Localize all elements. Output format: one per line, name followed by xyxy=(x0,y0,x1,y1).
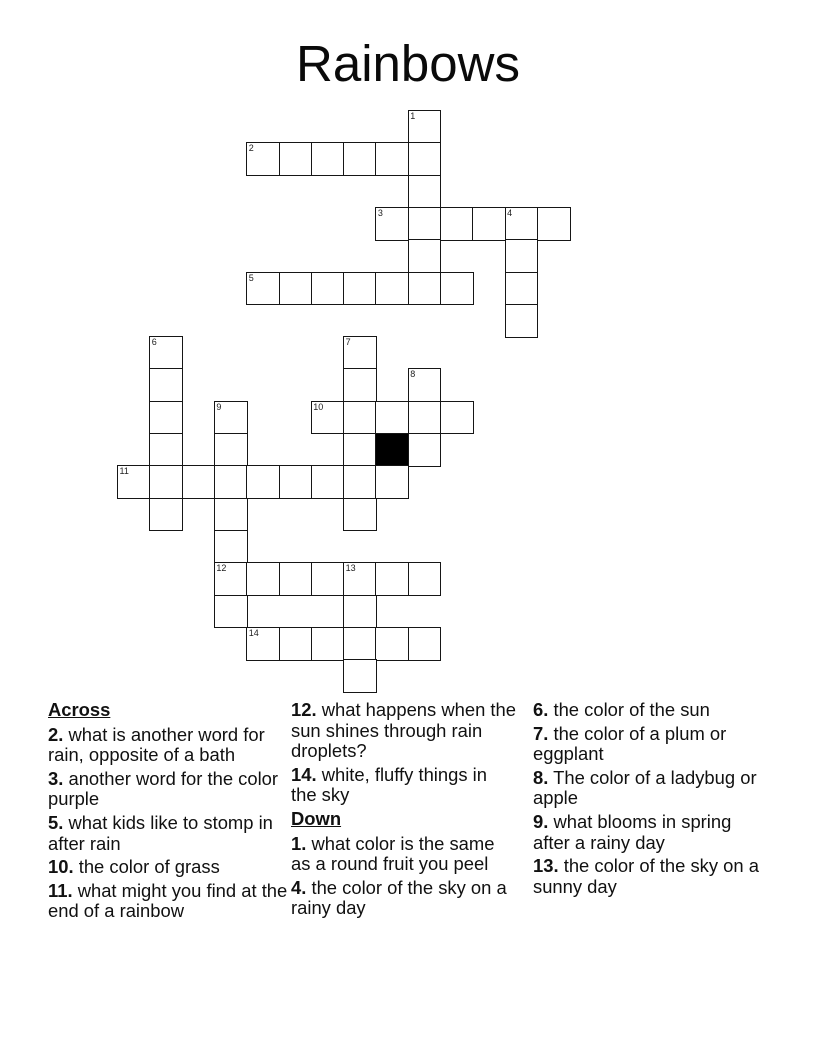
clue-across-12 xyxy=(291,700,516,762)
cell-number: 12 xyxy=(216,563,227,574)
cell-number: 14 xyxy=(248,627,259,638)
grid-cell[interactable] xyxy=(311,627,345,661)
clue-text: the color of a plum or eggplant xyxy=(533,722,727,765)
grid-cell[interactable] xyxy=(343,336,377,370)
grid-cell[interactable] xyxy=(408,627,442,661)
grid-cell[interactable] xyxy=(408,272,442,306)
grid-cell[interactable] xyxy=(375,142,409,176)
clue-number: 1. xyxy=(291,832,307,854)
grid-cell[interactable] xyxy=(408,207,442,241)
grid-cell[interactable] xyxy=(214,530,248,564)
grid-cell[interactable] xyxy=(375,627,409,661)
cell-number: 2 xyxy=(248,143,254,154)
grid-cell[interactable] xyxy=(279,142,313,176)
clue-down-6 xyxy=(533,700,763,721)
grid-cell[interactable] xyxy=(279,465,313,499)
clue-text: what blooms in spring after a rainy day xyxy=(533,810,732,853)
clue-number: 4. xyxy=(291,876,307,898)
grid-cell[interactable] xyxy=(279,562,313,596)
clue-text: the color of the sky on a rainy day xyxy=(291,876,507,919)
clue-down-9 xyxy=(533,812,763,853)
grid-cell[interactable] xyxy=(505,207,539,241)
grid-cell[interactable] xyxy=(214,562,248,596)
grid-cell[interactable] xyxy=(279,627,313,661)
cell-number: 1 xyxy=(410,111,416,121)
grid-cell[interactable] xyxy=(375,207,409,241)
grid-cell[interactable] xyxy=(311,272,345,306)
clue-across-5 xyxy=(48,813,288,854)
clue-text: what color is the same as a round fruit you peel xyxy=(291,832,495,875)
grid-cell[interactable] xyxy=(343,498,377,532)
clue-text: another word for the color purple xyxy=(48,767,279,810)
grid-cell[interactable] xyxy=(408,110,442,144)
clue-number: 7. xyxy=(533,722,549,744)
clues-column-2 xyxy=(291,700,516,922)
clue-down-7 xyxy=(533,724,763,765)
clue-text: the color of the sky on a sunny day xyxy=(533,855,759,897)
cell-number: 3 xyxy=(377,207,383,218)
clue-number: 3. xyxy=(48,767,64,789)
cell-number: 7 xyxy=(345,337,351,348)
across-heading: Across xyxy=(48,699,111,720)
clue-text: the color of the sun xyxy=(553,699,710,720)
grid-cell[interactable] xyxy=(343,627,377,661)
grid-cell[interactable] xyxy=(505,239,539,273)
cell-number: 5 xyxy=(248,272,254,283)
grid-cell[interactable] xyxy=(343,401,377,435)
cell-number: 13 xyxy=(345,563,356,574)
clue-text: what might you find at the end of a rainbow xyxy=(48,879,288,922)
grid-cell[interactable] xyxy=(343,659,377,693)
grid-cell[interactable] xyxy=(149,433,183,467)
grid-cell[interactable] xyxy=(440,272,474,306)
grid-cell[interactable] xyxy=(149,336,183,370)
grid-cell[interactable] xyxy=(408,142,442,176)
grid-cell[interactable] xyxy=(505,304,539,338)
grid-cell[interactable] xyxy=(311,562,345,596)
clue-across-2 xyxy=(48,725,288,766)
grid-cell[interactable] xyxy=(117,465,151,499)
cell-number: 6 xyxy=(151,337,157,348)
grid-cell[interactable] xyxy=(343,595,377,629)
clue-number: 5. xyxy=(48,811,64,833)
clue-text: what is another word for rain, opposite of a bath xyxy=(48,723,265,766)
clue-number: 12. xyxy=(291,699,317,720)
grid-cell[interactable] xyxy=(214,401,248,435)
grid-cell[interactable] xyxy=(375,465,409,499)
grid-cell[interactable] xyxy=(343,465,377,499)
grid-cell[interactable] xyxy=(343,272,377,306)
grid-cell[interactable] xyxy=(246,465,280,499)
clue-number: 6. xyxy=(533,699,549,720)
grid-cell[interactable] xyxy=(343,562,377,596)
puzzle-title: Rainbows xyxy=(296,35,520,92)
clue-down-13 xyxy=(533,856,763,897)
grid-cell[interactable] xyxy=(214,465,248,499)
cell-number: 9 xyxy=(216,401,222,412)
clue-number: 2. xyxy=(48,723,64,745)
grid-cell[interactable] xyxy=(214,433,248,467)
down-heading: Down xyxy=(291,807,342,829)
grid-cell[interactable] xyxy=(472,207,506,241)
clues-column-3 xyxy=(533,700,763,900)
clues-column-1 xyxy=(48,700,288,925)
grid-cell[interactable] xyxy=(440,207,474,241)
grid-cell[interactable] xyxy=(343,142,377,176)
grid-cell[interactable] xyxy=(440,401,474,435)
clue-across-11 xyxy=(48,881,288,922)
grid-cell[interactable] xyxy=(311,142,345,176)
grid-cell[interactable] xyxy=(375,401,409,435)
grid-cell[interactable] xyxy=(149,498,183,532)
clue-number: 8. xyxy=(533,766,549,788)
clue-down-8 xyxy=(533,768,763,809)
clue-number: 9. xyxy=(533,810,549,832)
grid-cell[interactable] xyxy=(537,207,571,241)
grid-cell[interactable] xyxy=(214,595,248,629)
clue-number: 14. xyxy=(291,763,317,785)
clue-across-3 xyxy=(48,769,288,810)
grid-cell[interactable] xyxy=(505,272,539,306)
clue-number: 11. xyxy=(48,879,73,901)
grid-cell[interactable] xyxy=(246,142,280,176)
grid-cell[interactable] xyxy=(149,401,183,435)
grid-cell[interactable] xyxy=(408,239,442,273)
grid-cell[interactable] xyxy=(375,562,409,596)
clue-text: what happens when the sun shines through rain droplets? xyxy=(291,699,516,762)
grid-cell[interactable] xyxy=(375,272,409,306)
grid-cell[interactable] xyxy=(182,465,216,499)
grid-cell[interactable] xyxy=(149,465,183,499)
grid-cell[interactable] xyxy=(311,465,345,499)
grid-cell[interactable] xyxy=(214,498,248,532)
clue-down-4 xyxy=(291,878,516,919)
grid-cell[interactable] xyxy=(279,272,313,306)
grid-cell[interactable] xyxy=(343,368,377,402)
clue-across-10 xyxy=(48,857,288,878)
grid-cell[interactable] xyxy=(408,368,442,402)
clue-down-1 xyxy=(291,834,516,875)
grid-cell[interactable] xyxy=(408,562,442,596)
cell-number: 8 xyxy=(410,369,416,380)
grid-cell[interactable] xyxy=(246,627,280,661)
clue-text: white, fluffy things in the sky xyxy=(291,763,487,806)
grid-cell[interactable] xyxy=(311,401,345,435)
cell-number: 10 xyxy=(313,401,324,412)
grid-cell[interactable] xyxy=(343,433,377,467)
clue-number: 13. xyxy=(533,855,559,877)
grid-cell[interactable] xyxy=(246,272,280,306)
clue-across-14 xyxy=(291,765,516,806)
grid-cell[interactable] xyxy=(149,368,183,402)
cell-number: 4 xyxy=(507,207,513,218)
grid-cell[interactable] xyxy=(246,562,280,596)
blocked-cell xyxy=(375,433,409,467)
grid-cell[interactable] xyxy=(408,433,442,467)
clue-text: what kids like to stomp in after rain xyxy=(48,811,273,854)
cell-number: 11 xyxy=(119,466,129,477)
clue-number: 10. xyxy=(48,856,74,878)
grid-cell[interactable] xyxy=(408,401,442,435)
clue-text: the color of grass xyxy=(78,856,220,878)
grid-cell[interactable] xyxy=(408,175,442,209)
clue-text: The color of a ladybug or apple xyxy=(533,766,757,809)
